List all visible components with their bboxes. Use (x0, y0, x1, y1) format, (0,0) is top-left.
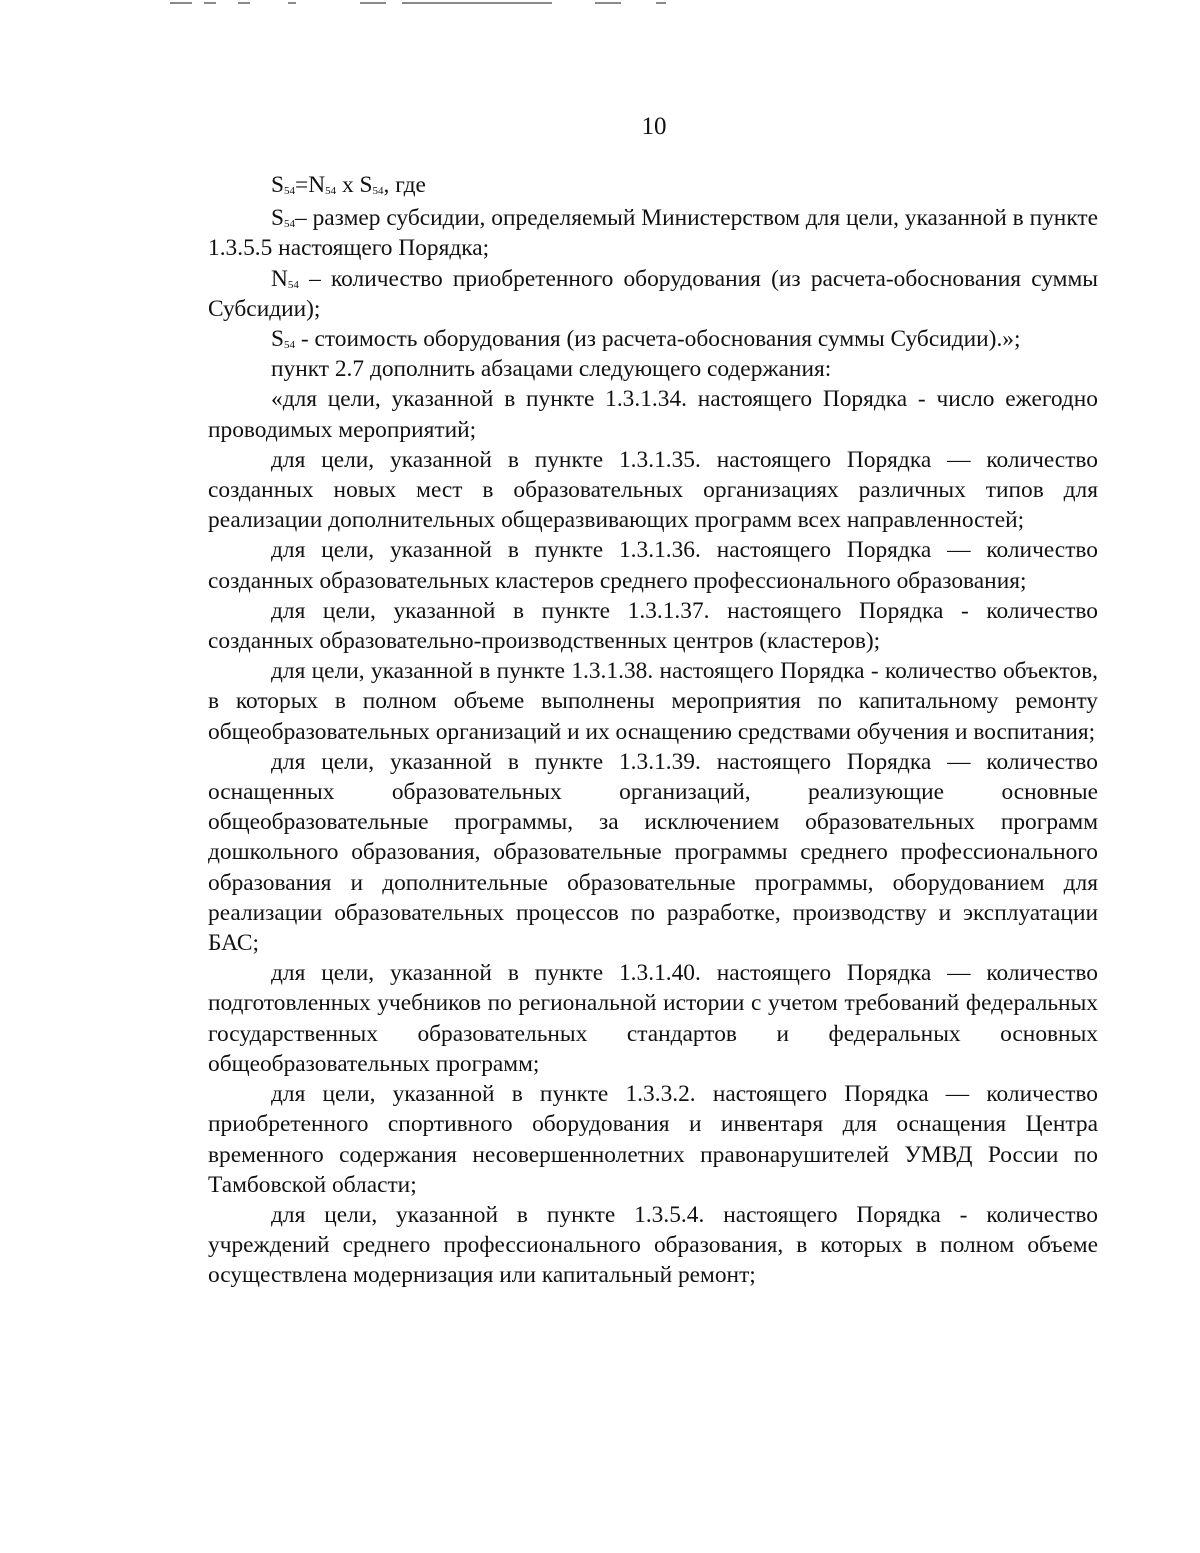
body-paragraph: «для цели, указанной в пункте 1.3.1.34. настоящего Порядка - число ежегодно проводимых мероприятий; (208, 386, 1098, 443)
body-paragraph: для цели, указанной в пункте 1.3.3.2. настоящего Порядка — количество приобретенного спортивного оборудования и инвентаря для оснащения Центра временного содержания несовершеннолетних правонарушителей УМВД России по Тамбовской области; (208, 1081, 1098, 1198)
definition-paragraph: $S_{54}$ - стоимость оборудования (из расчета-обоснования суммы Субсидии).»; (271, 326, 1021, 353)
body-paragraph: для цели, указанной в пункте 1.3.1.37. настоящего Порядка - количество созданных образовательно-производственных центров (кластеров); (208, 597, 1098, 655)
scan-artifact-strip (170, 2, 670, 6)
body-paragraph: пункт 2.7 дополнить абзацами следующего содержания: (271, 356, 832, 383)
page-number: 10 (641, 113, 667, 140)
formula-line: $S_{54}=N_{54}$ x $S_{54}$, где (271, 172, 426, 198)
definition-paragraph: $S_{54}-$ размер субсидии, определяемый Министерством для цели, указанной в пункте 1.3.5.5 настоящего Порядка; (208, 205, 1098, 262)
body-paragraph: для цели, указанной в пункте 1.3.1.36. настоящего Порядка — количество созданных образовательных кластеров среднего профессионального образования; (208, 537, 1098, 594)
body-paragraph: для цели, указанной в пункте 1.3.1.39. настоящего Порядка — количество оснащенных образовательных организаций, реализующие основные общеобразовательные программы, за исключением образовательных программ дошкольного образования, образовательные программы среднего профессионального образования и дополнительные образовательные программы, оборудованием для реализации образовательных процессов по разработке, производству и эксплуатации БАС; (208, 748, 1098, 957)
definition-paragraph: $N_{54}$ – количество приобретенного оборудования (из расчета-обоснования суммы Субсидии); (208, 265, 1098, 322)
formula-s: $S_{54}$ (359, 172, 384, 198)
body-paragraph: для цели, указанной в пункте 1.3.1.38. настоящего Порядка - количество объектов, в которых в полном объеме выполнены мероприятия по капитальному ремонту общеобразовательных организаций и их оснащению средствами обучения и воспитания; (208, 658, 1098, 745)
body-paragraph: для цели, указанной в пункте 1.3.1.40. настоящего Порядка — количество подготовленных учебников по региональной истории с учетом требований федеральных государственных образовательных стандартов и федеральных основных общеобразовательных программ; (208, 960, 1098, 1077)
formula-lhs: $S_{54}$ (271, 172, 296, 198)
body-paragraph: для цели, указанной в пункте 1.3.1.35. настоящего Порядка — количество созданных новых мест в образовательных организациях различных типов для реализации дополнительных общеразвивающих программ всех направленностей; (208, 446, 1098, 534)
body-paragraph: для цели, указанной в пункте 1.3.5.4. настоящего Порядка - количество учреждений среднего профессионального образования, в которых в полном объеме осуществлена модернизация или капитальный ремонт; (208, 1201, 1098, 1289)
formula-n: $N_{54}$ (308, 172, 337, 198)
document-body (208, 170, 1098, 1291)
